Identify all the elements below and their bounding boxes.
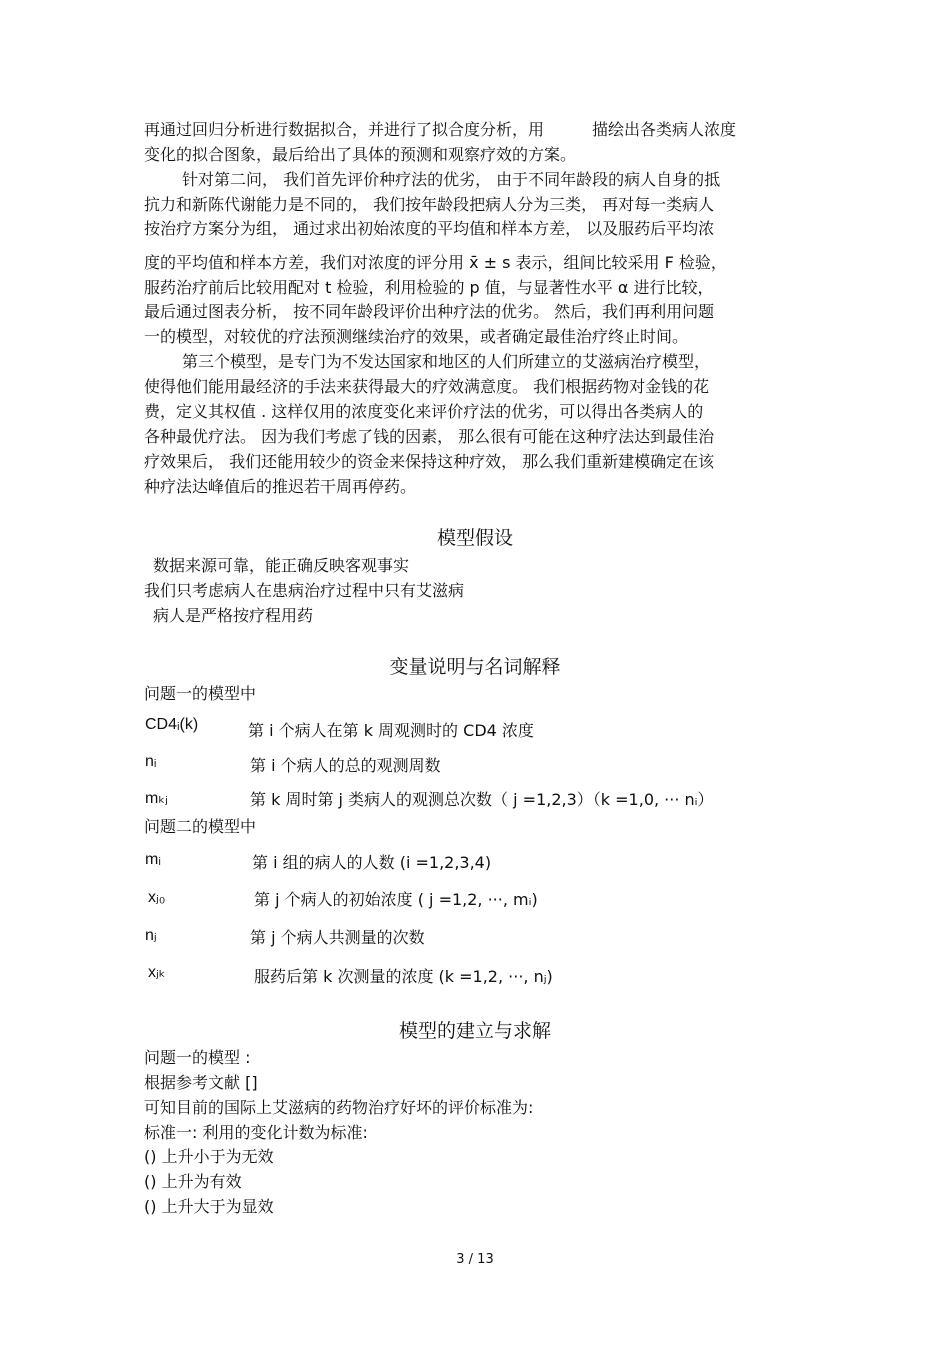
subsection-label: 问题一的模型中 (144, 684, 257, 703)
variable-symbol: CD4ᵢ(k) (145, 716, 199, 733)
variable-description: 服药后第 k 次测量的浓度 (k =1,2, ···, nⱼ) (254, 967, 553, 986)
text-line: 种疗法达峰值后的推迟若干周再停药。 (144, 477, 417, 496)
text-line: 针对第二问， 我们首先评价种疗法的优劣， 由于不同年龄段的病人自身的抵 (182, 170, 721, 189)
assumption-item: 病人是严格按疗程用药 (153, 606, 314, 625)
variable-description: 第 k 周时第 j 类病人的观测总次数（ j =1,2,3）（k =1,0, ··· nᵢ） (250, 790, 714, 809)
text-line: 度的平均值和样本方差，我们对浓度的评分用 x̄ ± s 表示，组间比较采用 F 检验， (144, 253, 727, 272)
subsection-label: 问题二的模型中 (144, 817, 257, 836)
variable-symbol: nᵢ (145, 753, 157, 770)
variable-symbol: mᵢ (145, 851, 161, 868)
text-line: () 上升大于为显效 (144, 1197, 274, 1216)
text-line: 疗效果后， 我们还能用较少的资金来保持这种疗效， 那么我们重新建模确定在该 (144, 452, 715, 471)
section-heading-variables: 变量说明与名词解释 (389, 656, 561, 678)
text-line: 一的模型，对较优的疗法预测继续治疗的效果，或者确定最佳治疗终止时间。 (144, 327, 689, 346)
variable-description: 第 i 个病人在第 k 周观测时的 CD4 浓度 (248, 721, 534, 740)
variable-symbol: nⱼ (145, 927, 157, 944)
text-line: 再通过回归分析进行数据拟合，并进行了拟合度分析，用 描绘出各类病人浓度 (144, 120, 737, 139)
page-number: 3 / 13 (456, 1252, 494, 1267)
text-line: 根据参考文献 [] (144, 1073, 258, 1092)
variable-description: 第 j 个病人共测量的次数 (250, 928, 425, 947)
text-line: 问题一的模型 : (144, 1048, 251, 1067)
text-line: 费，定义其权值 . 这样仅用的浓度变化来评价疗法的优劣，可以得出各类病人的 (144, 402, 704, 421)
text-line: 各种最优疗法。 因为我们考虑了钱的因素， 那么很有可能在这种疗法达到最佳治 (144, 427, 715, 446)
text-line: 服药治疗前后比较用配对 t 检验，利用检验的 p 值，与显著性水平 α 进行比较， (144, 278, 714, 297)
text-line: 可知目前的国际上艾滋病的药物治疗好坏的评价标准为: (144, 1098, 534, 1117)
text-line: 变化的拟合图象，最后给出了具体的预测和观察疗效的方案。 (144, 145, 577, 164)
variable-description: 第 i 个病人的总的观测周数 (250, 756, 441, 775)
text-line: () 上升小于为无效 (144, 1147, 274, 1166)
text-line: 使得他们能用最经济的手法来获得最大的疗效满意度。 我们根据药物对金钱的花 (144, 377, 710, 396)
section-heading-solution: 模型的建立与求解 (398, 1020, 551, 1042)
assumption-item: 我们只考虑病人在患病治疗过程中只有艾滋病 (144, 581, 465, 600)
variable-description: 第 j 个病人的初始浓度 ( j =1,2, ···, mᵢ) (254, 890, 538, 909)
text-line: 最后通过图表分析， 按不同年龄段评价出种疗法的优劣。 然后，我们再利用问题 (144, 302, 715, 321)
text-line: 抗力和新陈代谢能力是不同的， 我们按年龄段把病人分为三类， 再对每一类病人 (144, 195, 715, 214)
variable-symbol: xⱼₖ (148, 964, 166, 981)
text-line: 第三个模型，是专门为不发达国家和地区的人们所建立的艾滋病治疗模型， (182, 352, 711, 371)
variable-description: 第 i 组的病人的人数 (i =1,2,3,4) (252, 853, 492, 872)
text-line: 标准一: 利用的变化计数为标准: (144, 1123, 368, 1142)
section-heading-assumptions: 模型假设 (436, 527, 513, 549)
text-line: 按治疗方案分为组， 通过求出初始浓度的平均值和样本方差， 以及服药后平均浓 (144, 219, 715, 238)
text-line: () 上升为有效 (144, 1172, 242, 1191)
variable-symbol: xⱼ₀ (148, 889, 166, 906)
variable-symbol: mₖⱼ (145, 790, 168, 807)
assumption-item: 数据来源可靠，能正确反映客观事实 (153, 556, 410, 575)
